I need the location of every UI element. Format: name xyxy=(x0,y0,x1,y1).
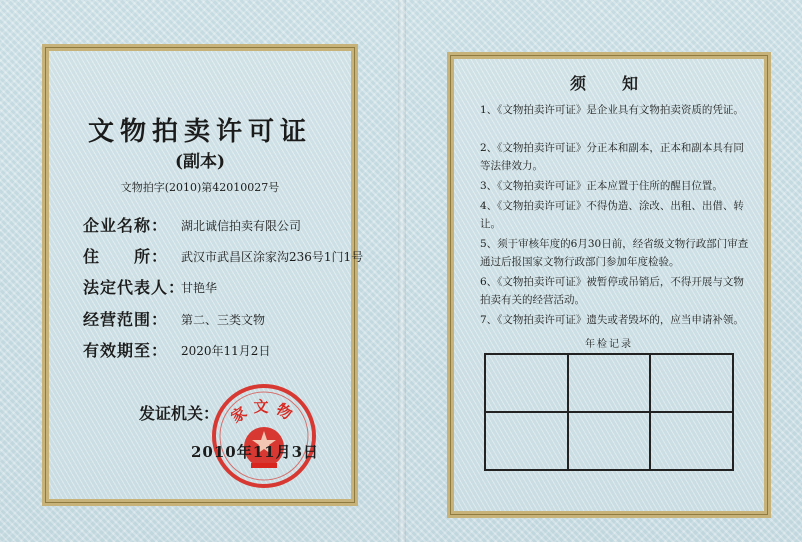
address-value: 武汉市武昌区涂家沟236号1门1号 xyxy=(181,250,364,264)
legal-rep-value: 甘艳华 xyxy=(181,281,218,295)
left-page xyxy=(42,44,364,506)
inspection-cell xyxy=(568,354,651,412)
company-name-label: 企业名称： xyxy=(83,216,169,235)
notice-title: 须 知 xyxy=(569,74,648,93)
issuing-authority-label: 发证机关： xyxy=(139,404,220,423)
annual-inspection-grid xyxy=(484,353,734,471)
right-page xyxy=(447,52,771,518)
issue-date: 2010年11月3日 xyxy=(191,443,320,461)
page-fold xyxy=(398,0,406,542)
notice-item: 7、《文物拍卖许可证》遗失或者毁坏的，应当申请补领。 xyxy=(480,314,744,326)
official-seal-icon xyxy=(209,381,319,491)
inspection-cell xyxy=(568,412,651,470)
notice-item: 1、《文物拍卖许可证》是企业具有文物拍卖资质的凭证。 xyxy=(480,104,744,116)
inspection-cell xyxy=(485,354,568,412)
inspection-cell xyxy=(650,354,733,412)
inspection-cell xyxy=(485,412,568,470)
notice-item: 5、须于审核年度的6月30日前，经省级文物行政部门审查通过后报国家文物行政部门参加年度检验。 xyxy=(480,238,749,268)
notice-item: 2、《文物拍卖许可证》分正本和副本，正本和副本具有同等法律效力。 xyxy=(480,142,744,172)
legal-rep-label: 法定代表人： xyxy=(83,278,186,297)
business-scope-value: 第二、三类文物 xyxy=(181,313,266,327)
inspection-cell xyxy=(650,412,733,470)
annual-inspection-title: 年检记录 xyxy=(585,339,633,350)
certificate-title: 文物拍卖许可证 xyxy=(87,117,312,147)
notice-item: 6、《文物拍卖许可证》被暂停或吊销后，不得开展与文物拍卖有关的经营活动。 xyxy=(480,276,744,306)
notice-item: 3、《文物拍卖许可证》正本应置于住所的醒目位置。 xyxy=(480,180,723,192)
address-label: 住 所： xyxy=(83,247,169,266)
valid-until-value: 2020年11月2日 xyxy=(181,344,271,358)
notice-item: 4、《文物拍卖许可证》不得伪造、涂改、出租、出借、转让。 xyxy=(480,200,744,230)
certificate-number: 文物拍字(2010)第42010027号 xyxy=(120,181,280,194)
seal-text: 家文物 xyxy=(227,397,301,427)
svg-text:家文物 xyxy=(228,397,301,426)
valid-until-label: 有效期至： xyxy=(83,341,169,360)
business-scope-label: 经营范围： xyxy=(83,310,169,329)
company-name-value: 湖北诚信拍卖有限公司 xyxy=(181,219,302,233)
certificate-subtitle: (副本) xyxy=(174,152,226,172)
